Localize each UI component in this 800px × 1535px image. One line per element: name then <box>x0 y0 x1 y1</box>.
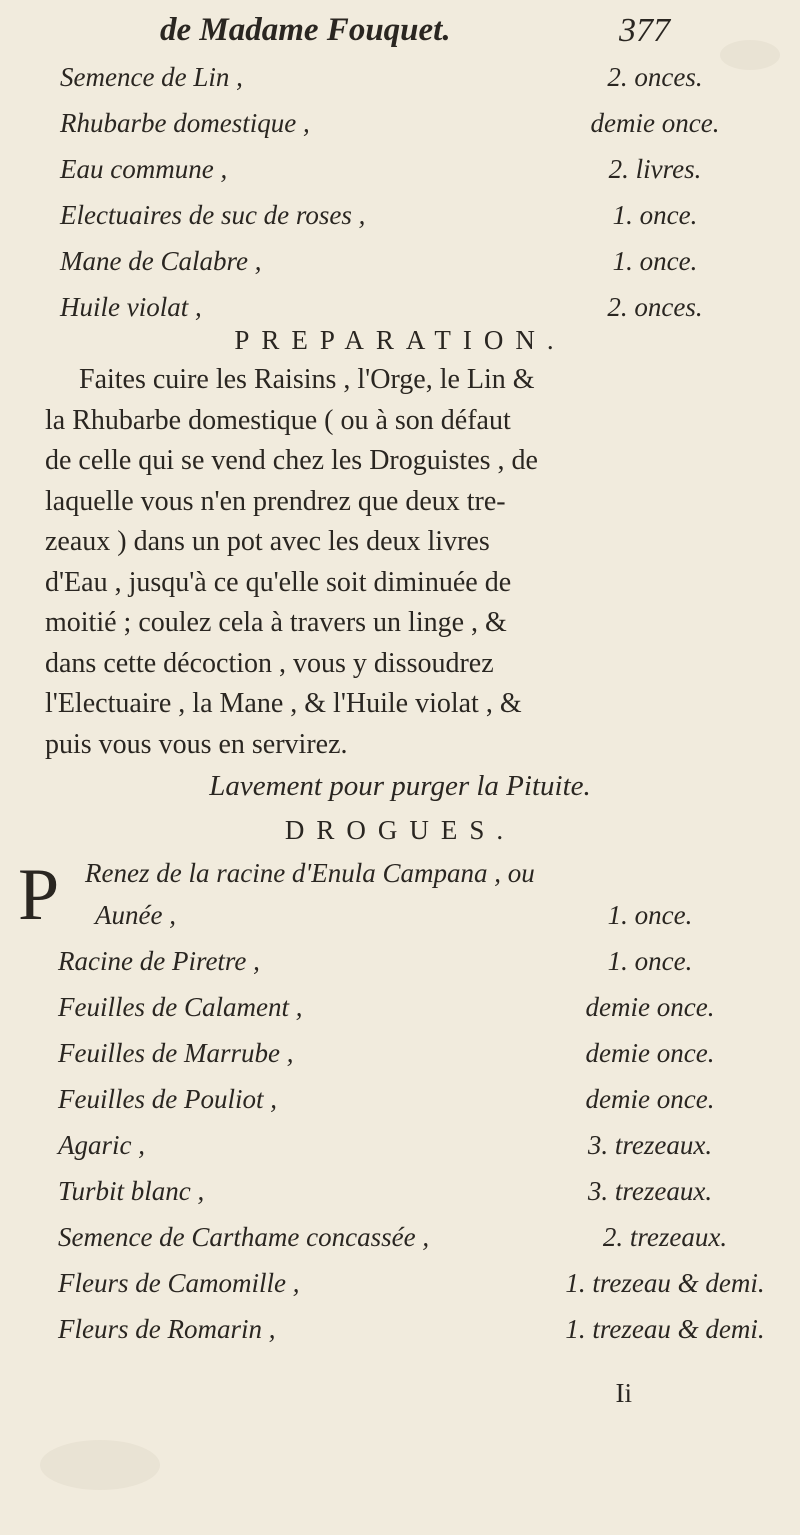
ingredient-quantity: 3. trezeaux. <box>587 1130 713 1160</box>
ingredient-name: Semence de Carthame concassée , <box>58 1222 430 1252</box>
ingredient-name: Feuilles de Marrube , <box>58 1038 294 1068</box>
ingredient-name: Racine de Piretre , <box>58 946 260 976</box>
ingredient-name: Feuilles de Calament , <box>58 992 303 1022</box>
ingredient-quantity: 3. trezeaux. <box>587 1176 713 1206</box>
paragraph-line: laquelle vous n'en prendrez que deux tre- <box>45 485 506 517</box>
ingredient-name: Turbit blanc , <box>58 1176 205 1206</box>
ingredient-name: Feuilles de Pouliot , <box>58 1084 277 1114</box>
ingredient-quantity: 2. onces. <box>607 62 703 92</box>
ingredient-name: Aunée , <box>95 900 176 930</box>
ingredient-name: Electuaires de suc de roses , <box>60 200 366 230</box>
paragraph-line: de celle qui se vend chez les Droguistes , de <box>45 445 538 476</box>
paragraph-line: la Rhubarbe domestique ( ou à son défaut <box>45 404 511 436</box>
ingredient-quantity: 1. once. <box>612 246 698 276</box>
ingredient-name: Rhubarbe domestique , <box>60 108 310 138</box>
ingredient-name: Fleurs de Camomille , <box>58 1268 300 1298</box>
recipe-title: Lavement pour purger la Pituite. <box>209 770 591 802</box>
ingredient-name: Mane de Calabre , <box>60 246 262 276</box>
drop-cap: P <box>18 854 60 936</box>
ingredient-quantity: 1. once. <box>607 946 693 976</box>
ingredient-quantity: demie once. <box>585 1084 715 1114</box>
ingredient-name: Semence de Lin , <box>60 62 243 92</box>
ingredient-name: Fleurs de Romarin , <box>58 1314 276 1344</box>
ingredient-quantity: demie once. <box>590 108 720 138</box>
ingredient-quantity: demie once. <box>585 992 715 1022</box>
ingredient-name: Huile violat , <box>60 292 202 322</box>
ingredient-quantity: 2. livres. <box>608 154 702 184</box>
ingredient-quantity: 1. once. <box>612 200 698 230</box>
paragraph-line: d'Eau , jusqu'à ce qu'elle soit diminuée de <box>45 566 512 598</box>
signature-mark: Ii <box>615 1378 632 1408</box>
ingredient-quantity: 2. onces. <box>607 292 703 322</box>
ingredient-quantity: 2. trezeaux. <box>602 1222 728 1252</box>
preparation-paragraph <box>45 360 765 765</box>
ingredient-quantity: 1. trezeau & demi. <box>565 1314 765 1344</box>
paragraph-line: zeaux ) dans un pot avec les deux livres <box>45 526 490 557</box>
ingredient-name: Eau commune , <box>60 154 228 184</box>
page-header <box>150 10 670 60</box>
paragraph-line: dans cette décoction , vous y dissoudrez <box>45 647 494 679</box>
paragraph-line: puis vous vous en servirez. <box>45 728 348 760</box>
ingredient-quantity: 1. trezeau & demi. <box>565 1268 765 1298</box>
paragraph-line: moitié ; coulez cela à travers un linge , & <box>45 607 507 638</box>
running-title: de Madame Fouquet. <box>160 12 451 48</box>
paper-stain <box>40 1440 160 1490</box>
ingredient-quantity: 1. once. <box>607 900 693 930</box>
section-heading-preparation: PREPARATION. <box>234 325 566 355</box>
recipe-first-line: Renez de la racine d'Enula Campana , ou <box>85 858 535 888</box>
paragraph-line: l'Electuaire , la Mane , & l'Huile violat , & <box>45 688 522 719</box>
ingredient-name: Agaric , <box>58 1130 145 1160</box>
section-heading-drogues: DROGUES. <box>284 815 516 845</box>
ingredient-quantity: demie once. <box>585 1038 715 1068</box>
page-number: 377 <box>619 12 670 49</box>
paragraph-line: Faites cuire les Raisins , l'Orge, le Lin & <box>79 364 535 395</box>
